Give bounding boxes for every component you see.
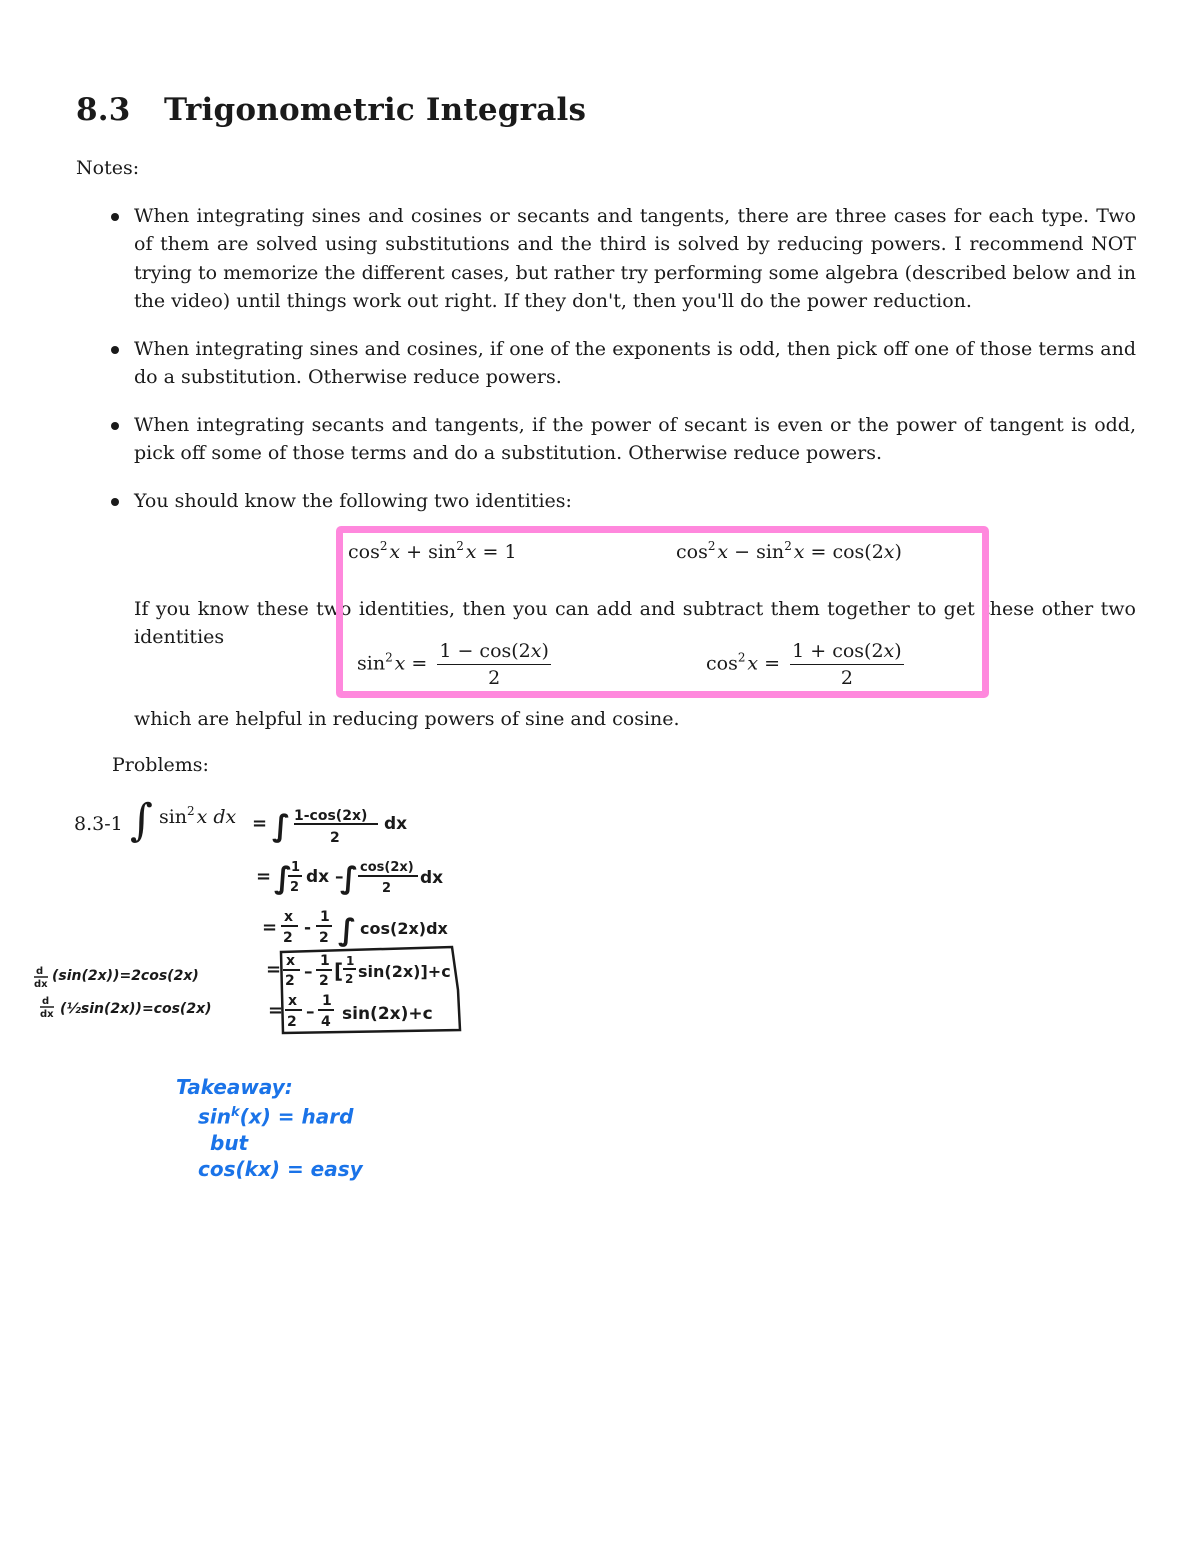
identity-pythagorean: $\cos^2$ $x + \sin^2$ x = 1 <box>348 539 517 563</box>
takeaway-line-1: $\sin^k(x)$ = hard <box>198 1104 354 1129</box>
svg-text:1: 1 <box>346 954 355 968</box>
svg-text:dx: dx <box>384 814 408 834</box>
svg-text:d: d <box>42 996 50 1007</box>
takeaway-title: Takeaway: <box>176 1075 293 1099</box>
identity-cos-squared: $\cos^2$ x = $\frac{1 + \cos(2x)}{2}$ <box>706 640 902 689</box>
svg-text:4: 4 <box>321 1014 331 1030</box>
svg-text:2: 2 <box>330 830 340 846</box>
svg-text:=: = <box>266 959 282 980</box>
svg-text:∫: ∫ <box>340 861 359 896</box>
identity-double-angle: $\cos^2$ $x - \sin^2$ x = cos(2x) <box>676 539 902 563</box>
bullet-2-text: When integrating sines and cosines, if one of the exponents is odd, then pick off one of those terms and do a substitution. Otherwise reduce powers. <box>134 338 1136 389</box>
bullet-4-text: You should know the following two identities: <box>134 490 572 512</box>
svg-text:dx –: dx – <box>306 867 344 887</box>
svg-text:2: 2 <box>283 930 293 946</box>
section-title-text: Trigonometric Integrals <box>164 92 587 128</box>
svg-text:-: - <box>304 918 312 938</box>
svg-text:sin(2x)]+c: sin(2x)]+c <box>358 962 451 981</box>
svg-text:dx: dx <box>420 868 444 888</box>
svg-text:1: 1 <box>320 953 330 969</box>
svg-text:x: x <box>286 953 296 969</box>
notes-label: Notes: <box>76 157 140 179</box>
takeaway-note <box>176 1074 363 1182</box>
svg-text:x: x <box>288 993 298 1009</box>
svg-text:2: 2 <box>287 1014 297 1030</box>
svg-text:2: 2 <box>285 973 295 989</box>
svg-text:2: 2 <box>290 880 300 895</box>
svg-text:1: 1 <box>320 909 330 925</box>
bullet-3-text: When integrating secants and tangents, if the power of secant is even or the power of tangent is odd, pick off some of those terms and do a substitution. Otherwise reduce powers. <box>134 414 1136 465</box>
problem-label: 8.3-1 <box>74 813 123 835</box>
problems-label: Problems: <box>112 754 209 776</box>
svg-text:dx: dx <box>40 1009 54 1020</box>
identities-outro: which are helpful in reducing powers of sine and cosine. <box>134 708 680 730</box>
svg-text:=: = <box>256 866 272 887</box>
bullet-1-text: When integrating sines and cosines or secants and tangents, there are three cases for each type. Two of them are solved using substitutions and the third is solved by reducing powers. I recommend NOT trying to memorize the different cases, but rather try performing some algebra (described below and in the video) until things work out right. If they don't, then you'll do the power reduction. <box>134 205 1136 312</box>
section-number: 8.3 <box>76 92 131 128</box>
svg-text:[: [ <box>334 959 344 983</box>
svg-text:dx: dx <box>34 979 48 990</box>
hw-integral-icon: ∫ <box>272 809 291 844</box>
svg-text:2: 2 <box>319 973 329 989</box>
takeaway-line-3: cos(kx) = easy <box>198 1156 363 1181</box>
svg-text:2: 2 <box>345 972 354 986</box>
svg-text:–: – <box>304 962 313 982</box>
svg-text:1: 1 <box>291 860 301 875</box>
svg-text:x: x <box>284 909 294 925</box>
hw-equals: = <box>252 813 268 834</box>
svg-text:(½sin(2x))=cos(2x): (½sin(2x))=cos(2x) <box>60 1001 212 1017</box>
svg-text:(sin(2x))=2cos(2x): (sin(2x))=2cos(2x) <box>52 968 199 984</box>
identities-intro: If you know these two identities, then you can add and subtract them together to get these other two identities <box>134 598 1136 649</box>
svg-text:cos(2x): cos(2x) <box>360 860 414 875</box>
svg-text:∫: ∫ <box>338 913 357 948</box>
svg-text:∫: ∫ <box>274 861 293 896</box>
svg-text:=: = <box>262 917 278 938</box>
integral-sign-icon: ∫ <box>130 795 153 846</box>
takeaway-line-2: but <box>210 1130 249 1155</box>
svg-text:2: 2 <box>382 881 392 896</box>
svg-text:sin(2x)+c: sin(2x)+c <box>342 1004 433 1024</box>
svg-text:1: 1 <box>322 993 332 1009</box>
svg-text:=: = <box>268 1000 284 1021</box>
svg-text:d: d <box>36 966 44 977</box>
problem-integral: ∫ $\sin^2$ x dx <box>130 795 237 846</box>
svg-text:1-cos(2x): 1-cos(2x) <box>294 808 368 824</box>
svg-text:cos(2x)dx: cos(2x)dx <box>360 919 448 938</box>
svg-text:2: 2 <box>319 930 329 946</box>
svg-text:–: – <box>306 1002 315 1022</box>
identity-sin-squared: $\sin^2$ x = $\frac{1 - \cos(2x)}{2}$ <box>357 640 549 689</box>
